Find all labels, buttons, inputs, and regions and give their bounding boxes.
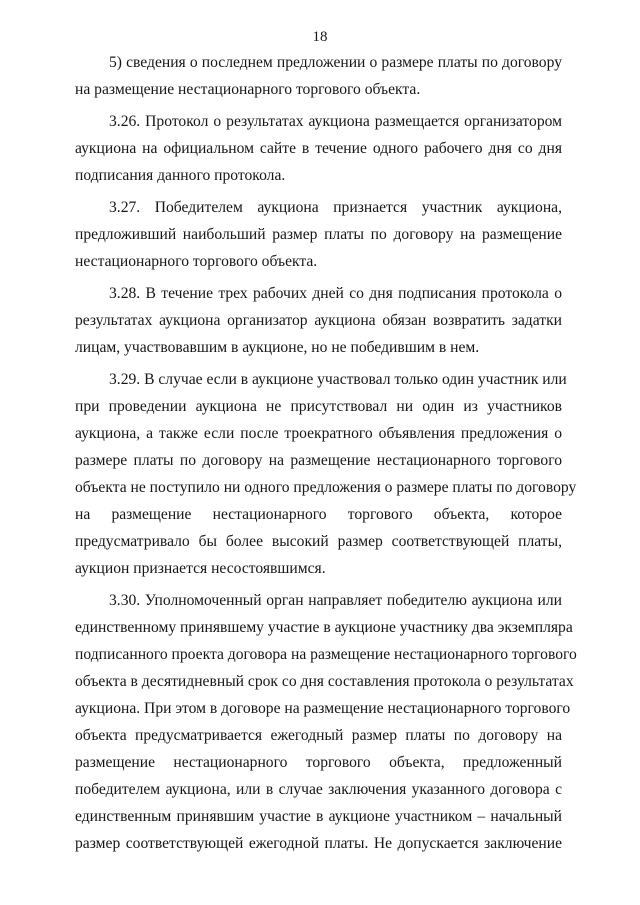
text-line: на размещение нестационарного торгового объекта, которое [75, 506, 562, 523]
text-line: объекта в десятидневный срок со дня составления протокола о результатах [75, 673, 574, 690]
text-line: 3.28. В течение трех рабочих дней со дня подписания протокола о [109, 285, 562, 302]
text-line: 3.29. В случае если в аукционе участвовал только один участник или [109, 371, 567, 388]
text-line: аукциона, а также если после троекратного объявления предложения о [75, 425, 562, 442]
text-line: результатах аукциона организатор аукциона обязан возвратить задатки [75, 312, 562, 329]
text-line: подписанного проекта договора на размещение нестационарного торгового [75, 646, 577, 663]
text-line: победителем аукциона, или в случае заключения указанного договора с [75, 781, 562, 798]
text-line: 3.30. Уполномоченный орган направляет победителю аукциона или [109, 592, 562, 609]
text-line: 3.26. Протокол о результатах аукциона размещается организатором [109, 113, 562, 130]
text-line: 3.27. Победителем аукциона признается участник аукциона, [109, 199, 562, 216]
paragraph-3-27 [75, 194, 562, 275]
text-line: аукциона на официальном сайте в течение одного рабочего дня со дня [75, 140, 562, 157]
text-line: предложивший наибольший размер платы по договору на размещение [75, 226, 562, 243]
paragraph-5 [75, 49, 562, 103]
paragraph-3-26 [75, 108, 562, 189]
text-line: при проведении аукциона не присутствовал ни один из участников [75, 398, 562, 415]
text-line: предусматривало бы более высокий размер соответствующей платы, [75, 533, 562, 550]
text-line: аукциона. При этом в договоре на размещение нестационарного торгового [75, 700, 571, 717]
page-number: 18 [312, 29, 328, 45]
text-line: единственному принявшему участие в аукционе участнику два экземпляра [75, 619, 573, 636]
text-line: 5) сведения о последнем предложении о размере платы по договору [109, 54, 562, 71]
text-line: аукцион признается несостоявшимся. [75, 560, 326, 577]
text-line: размер соответствующей ежегодной платы. Не допускается заключение [75, 835, 562, 852]
paragraph-3-30 [75, 587, 577, 857]
text-line: размещение нестационарного торгового объекта, предложенный [75, 754, 562, 771]
document-body [75, 49, 577, 857]
text-line: нестационарного торгового объекта. [75, 253, 318, 270]
paragraph-3-28 [75, 280, 562, 361]
text-line: подписания данного протокола. [75, 167, 286, 184]
text-line: единственным принявшим участие в аукционе участником – начальный [75, 808, 562, 825]
text-line: на размещение нестационарного торгового объекта. [75, 81, 421, 98]
text-line: лицам, участвовавшим в аукционе, но не победившим в нем. [75, 339, 480, 356]
text-line: объекта не поступило ни одного предложения о размере платы по договору [75, 479, 577, 496]
text-line: объекта предусматривается ежегодный размер платы по договору на [75, 727, 562, 744]
text-line: размере платы по договору на размещение нестационарного торгового [75, 452, 562, 469]
paragraph-3-29 [75, 366, 577, 582]
